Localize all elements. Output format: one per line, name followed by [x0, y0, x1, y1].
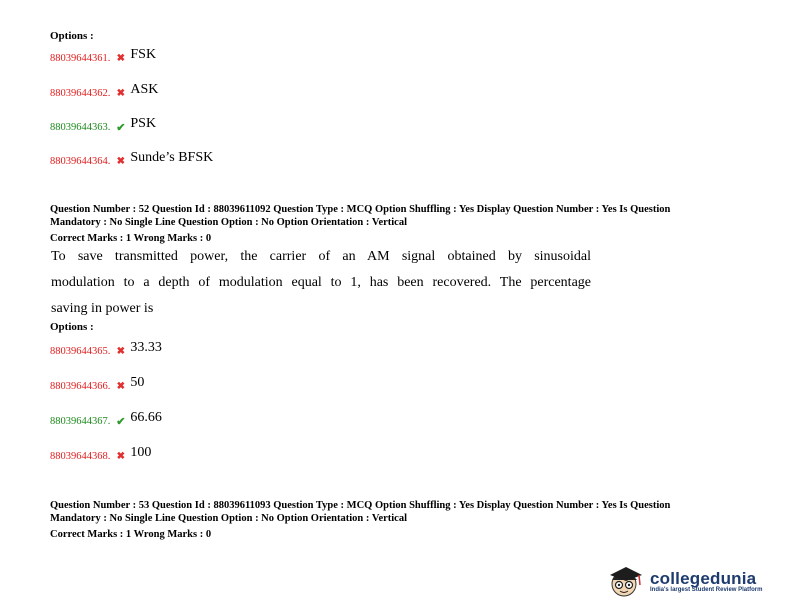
collegedunia-logo	[606, 563, 762, 599]
option-id: 88039644365.	[50, 345, 111, 357]
option-id: 88039644367.	[50, 415, 111, 427]
option-text: FSK	[130, 47, 157, 62]
question-meta-line: Question Number : 53 Question Id : 88039611093 Question Type : MCQ Option Shuffling : Yes Display Question Number : Yes Is Question	[50, 500, 671, 511]
option-row	[50, 375, 145, 394]
question-meta	[50, 499, 750, 525]
question-meta	[50, 203, 750, 229]
question-meta-line: Mandatory : No Single Line Question Option : No Option Orientation : Vertical	[50, 513, 408, 524]
option-id: 88039644368.	[50, 450, 111, 462]
question-text-line: saving in power is	[51, 301, 154, 316]
option-id: 88039644361.	[50, 52, 111, 64]
cross-icon: ✖	[116, 52, 126, 64]
check-icon: ✔	[116, 415, 126, 428]
logo-brand: collegedunia	[650, 569, 757, 588]
question-marks: Correct Marks : 1 Wrong Marks : 0	[50, 233, 212, 244]
option-text: PSK	[130, 116, 157, 131]
question-meta-line: Mandatory : No Single Line Question Option : No Option Orientation : Vertical	[50, 217, 408, 228]
cross-icon: ✖	[116, 87, 126, 99]
option-row	[50, 47, 157, 66]
question-marks: Correct Marks : 1 Wrong Marks : 0	[50, 529, 212, 540]
option-row	[50, 150, 214, 169]
cross-icon: ✖	[116, 345, 126, 357]
option-id: 88039644363.	[50, 121, 111, 133]
question-text-line: To save transmitted power, the carrier of an AM signal obtained by sinusoidal	[51, 249, 591, 264]
option-id: 88039644364.	[50, 155, 111, 167]
mascot-icon	[606, 563, 646, 599]
options-label: Options :	[50, 321, 94, 333]
check-icon: ✔	[116, 121, 126, 134]
option-text: ASK	[130, 82, 159, 97]
cross-icon: ✖	[116, 380, 126, 392]
question-text-line: modulation to a depth of modulation equal to 1, has been recovered. The percentage	[51, 275, 591, 290]
option-text: 50	[130, 375, 145, 390]
logo-tagline: India's largest Student Review Platform	[650, 587, 763, 593]
option-text: 33.33	[130, 340, 162, 355]
question-text	[51, 244, 591, 322]
options-label: Options :	[50, 30, 94, 42]
cross-icon: ✖	[116, 155, 126, 167]
option-row	[50, 116, 157, 135]
option-text: 100	[130, 445, 152, 460]
option-row	[50, 82, 159, 101]
option-row	[50, 340, 162, 359]
option-id: 88039644366.	[50, 380, 111, 392]
option-text: 66.66	[130, 410, 162, 425]
option-text: Sunde’s BFSK	[130, 150, 214, 165]
option-row	[50, 410, 162, 429]
option-id: 88039644362.	[50, 87, 111, 99]
cross-icon: ✖	[116, 450, 126, 462]
question-meta-line: Question Number : 52 Question Id : 88039611092 Question Type : MCQ Option Shuffling : Yes Display Question Number : Yes Is Question	[50, 204, 671, 215]
option-row	[50, 445, 152, 464]
